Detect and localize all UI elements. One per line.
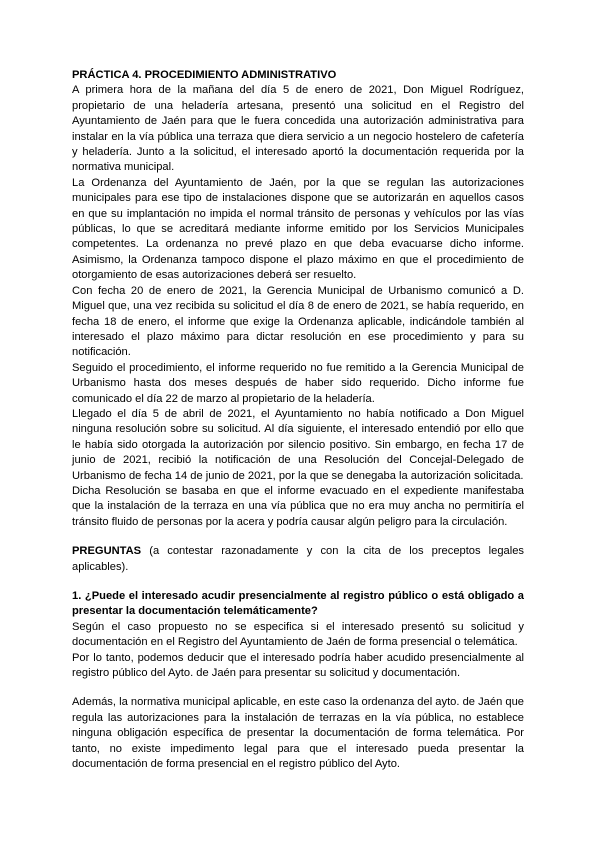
case-paragraph-6: Dicha Resolución se basaba en que el informe evacuado en el expediente manifestaba que la instalación de la terraza en una vía pública que no era muy ancha no permitiría el tránsito fluido de personas por la acera y podría causar algún peligro para la circulación. [72,484,524,528]
spacer [72,575,524,589]
case-paragraph-1: A primera hora de la mañana del día 5 de enero de 2021, Don Miguel Rodríguez, propietario de una heladería artesana, presentó una solicitud en el Registro del Ayuntamiento de Jaén para que le fuera concedida una autorización administrativa para instalar en la vía pública una terraza que diera servicio a un negocio hostelero de cafetería y heladería. Junto a la solicitud, el interesado aportó la documentación requerida por la normativa municipal. [72,84,524,174]
preguntas-note: (a contestar razonadamente y con la cita de los preceptos legales aplicables). [72,545,524,573]
spacer [72,681,524,695]
question-1: 1. ¿Puede el interesado acudir presencialmente al registro público o está obligado a presentar la documentación telemáticamente? [72,590,524,618]
spacer [72,530,524,544]
answer-1-paragraph-3: Además, la normativa municipal aplicable, en este caso la ordenanza del ayto. de Jaén que regula las autorizaciones para la instalación de terrazas en la vía pública, no establece ninguna obligación específica de presentar la documentación de forma telemática. Por tanto, no existe impedimento legal para que el interesado pueda presentar la documentación de forma presencial en el registro público del Ayto. [72,696,524,771]
case-paragraph-3: Con fecha 20 de enero de 2021, la Gerencia Municipal de Urbanismo comunicó a D. Miguel que, una vez recibida su solicitud el día 8 de enero de 2021, se había requerido, en fecha 18 de enero, el informe que exige la Ordenanza aplicable, indicándole también al interesado el plazo máximo para dictar resolución en ese procedimiento y para su notificación. [72,284,524,359]
case-paragraph-2: La Ordenanza del Ayuntamiento de Jaén, por la que se regulan las autorizaciones municipales para ese tipo de instalaciones dispone que se autorizarán en aquellos casos en que su implantación no impida el normal tránsito de personas y vehículos por las vías públicas, lo que se acreditará mediante informe emitido por los Servicios Municipales competentes. La ordenanza no prevé plazo en que deba evacuarse dicho informe. Asimismo, la Ordenanza tampoco dispone el plazo máximo en que el procedimiento de otorgamiento de esas autorizaciones deberá ser resuelto. [72,176,524,282]
answer-1-paragraph-1: Según el caso propuesto no se especifica si el interesado presentó su solicitud y documentación en el Registro del Ayuntamiento de Jaén de forma presencial o telemática. [72,620,524,649]
document-page [72,68,524,772]
preguntas-label: PREGUNTAS [72,545,142,558]
answer-1-paragraph-2: Por lo tanto, podemos deducir que el interesado podría haber acudido presencialmente al registro público del Ayto. de Jaén para presentar su solicitud y documentación. [72,651,524,680]
preguntas-heading [72,544,524,575]
document-title: PRÁCTICA 4. PROCEDIMIENTO ADMINISTRATIVO [72,69,337,81]
case-paragraph-4: Seguido el procedimiento, el informe requerido no fue remitido a la Gerencia Municipal de Urbanismo hasta dos meses después de haber sido requerido. Dicho informe fue comunicado el día 22 de marzo al propietario de la heladería. [72,361,524,405]
case-paragraph-5: Llegado el día 5 de abril de 2021, el Ayuntamiento no había notificado a Don Miguel ninguna resolución sobre su solicitud. Al día siguiente, el interesado entendió por ello que le había sido otorgada la autorización por silencio positivo. Sin embargo, en fecha 17 de junio de 2021, recibió la notificación de una Resolución del Concejal-Delegado de Urbanismo de fecha 14 de junio de 2021, por la que se denegaba la autorización solicitada. [72,407,524,482]
